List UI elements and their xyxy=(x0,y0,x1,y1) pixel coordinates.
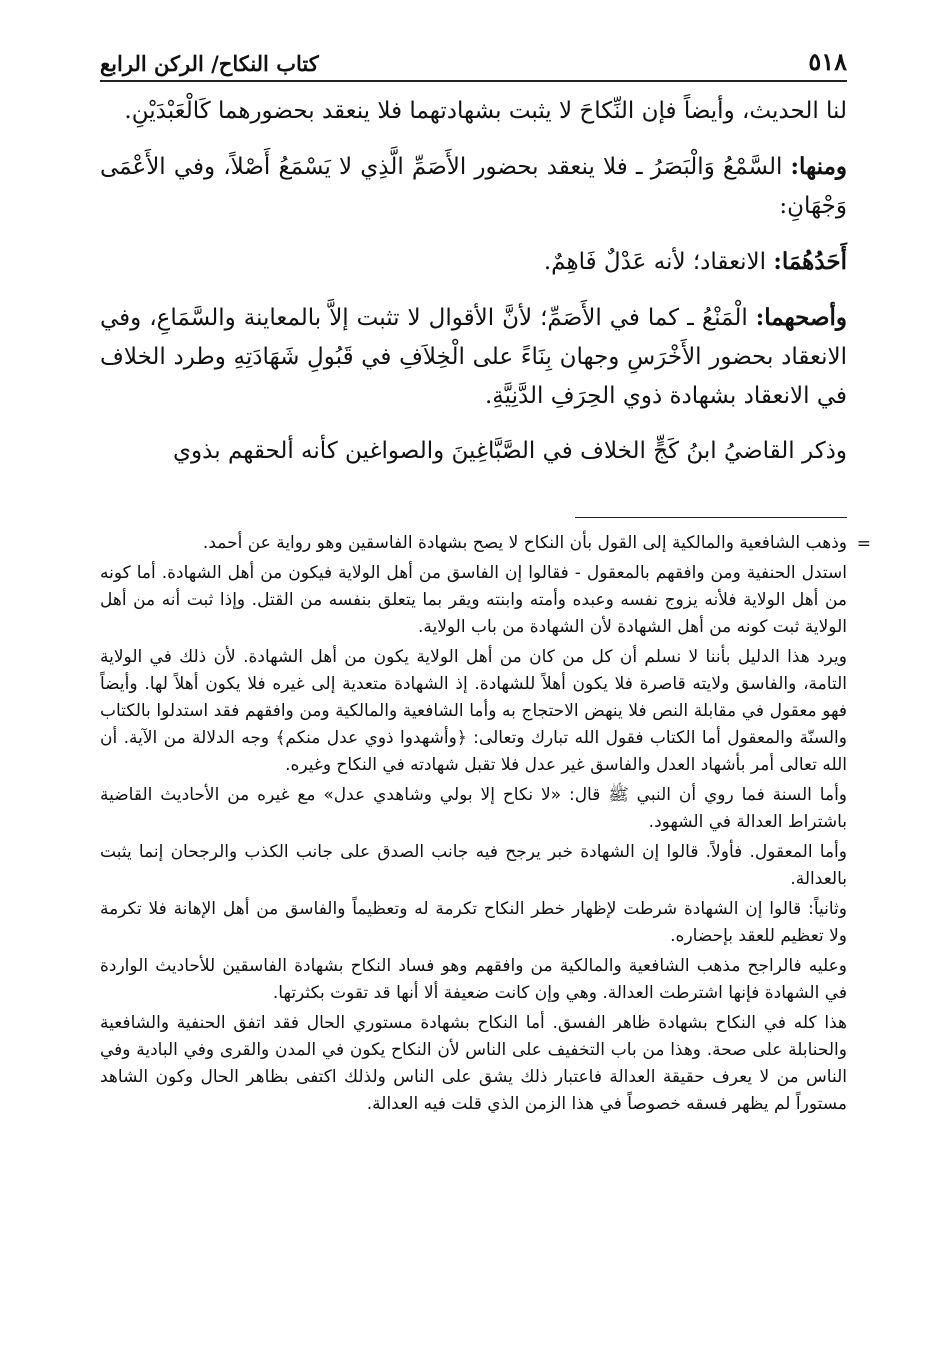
paragraph xyxy=(100,92,847,131)
paragraph xyxy=(100,432,847,471)
footnote-divider xyxy=(575,517,847,518)
paragraph xyxy=(100,298,847,416)
footnote-paragraph: وثانياً: قالوا إن الشهادة شرطت لإظهار خطر النكاح تكرمة له وتعظيماً والفاسق من أهل الإهانة فلا تكرمة ولا تعظيم للعقد بإحضاره. xyxy=(100,899,847,946)
paragraph-text: وذكر القاضيُ ابنُ كَجٍّ الخلاف في الصَّبَّاغِينَ والصواغين كأنه ألحقهم بذوي xyxy=(173,438,847,464)
footnote-continuation-marker: = xyxy=(856,534,871,554)
paragraph-text: الْمَنْعُ ـ كما في الأَصَمِّ؛ لأنَّ الأقوال لا تثبت إلاَّ بالمعاينة والسَّمَاعِ، وفي الانعقاد بحضور الأَخْرَسِ وجهان بِنَاءً على الْخِلاَفِ في قَبُولِ شَهَادَتِهِ وطرد الخلاف في الانعقاد بشهادة ذوي الحِرَفِ الدَّنِيَّةِ. xyxy=(100,305,847,409)
main-text xyxy=(100,92,847,487)
footnote-paragraph: هذا كله في النكاح بشهادة ظاهر الفسق. أما النكاح بشهادة مستوري الحال فقد اتفق الحنفية والشافعية والحنابلة على صحة. وهذا من باب التخفيف على الناس لأن النكاح يكون في المدن والقرى وفي البادية وفي الناس من لا يعرف حقيقة العدالة فاعتبار ذلك يشق على الناس ولذلك اكتفى بظاهر الحال وكون الشاهد مستوراً لم يظهر فسقه خصوصاً في هذا الزمن الذي قلت فيه العدالة. xyxy=(100,1013,847,1114)
paragraph-text: السَّمْعُ وَالْبَصَرُ ـ فلا ينعقد بحضور الأَصَمِّ الَّذِي لا يَسْمَعُ أَصْلاً، وفي الأَعْمَى وَجْهَانِ: xyxy=(100,154,847,219)
header-divider xyxy=(100,80,847,82)
footnote-paragraph: استدل الحنفية ومن وافقهم بالمعقول - فقالوا إن الفاسق من أهل الولاية فيكون من أهل الشهادة. أما كونه من أهل الولاية فلأنه يزوج نفسه وعبده وأمته وابنته ويقر بما يتعلق بنفسه من القتل. وإذا ثبت أنه من أهل الولاية ثبت كونه من أهل الشهادة لأن الشهادة من باب الولاية. xyxy=(100,563,847,637)
paragraph-lead: أَحَدُهُمَا: xyxy=(773,248,847,275)
page-number: ٥١٨ xyxy=(808,47,847,76)
footnote-paragraph: ويرد هذا الدليل بأننا لا نسلم أن كل من كان من أهل الولاية يكون من أهل الشهادة. لأن ذلك في الولاية التامة، والفاسق ولايته قاصرة فلا يكون أهلاً للشهادة. إذ الشهادة متعدية إلى غيره فلا يكون أهلاً لها. وأيضاً فهو معقول في مقابلة النص فلا ينهض الاحتجاج به وأما الشافعية والمالكية ومن وافقهم فقد استدلوا بالكتاب والسنّة والمعقول أما الكتاب فقول الله تبارك وتعالى: ﴿وأشهدوا ذوي عدل منكم﴾ وجه الدلالة من الآية. أن الله تعالى أمر بأشهاد العدل والفاسق غير عدل فلا تقبل شهادته في النكاح وغيره. xyxy=(100,647,847,775)
running-header xyxy=(100,36,847,80)
footnote-paragraph: وأما المعقول. فأولاً. قالوا إن الشهادة خبر يرجح فيه جانب الصدق على جانب الكذب والرجحان إنما يثبت بالعدالة. xyxy=(100,842,847,889)
paragraph-lead: ومنها: xyxy=(790,153,847,180)
footnote-paragraph: وأما السنة فما روي أن النبي ﷺ قال: «لا نكاح إلا بولي وشاهدي عدل» مع غيره من الأحاديث القاضية باشتراط العدالة في الشهود. xyxy=(100,785,847,832)
running-title: كتاب النكاح/ الركن الرابع xyxy=(100,51,319,76)
paragraph xyxy=(100,147,847,226)
paragraph-text: لنا الحديث، وأيضاً فإن النِّكاحَ لا يثبت بشهادتهما فلا ينعقد بحضورهما كَالْعَبْدَيْنِ. xyxy=(124,98,847,124)
footnotes xyxy=(100,530,871,1121)
paragraph-text: الانعقاد؛ لأنه عَدْلٌ فَاهِمٌ. xyxy=(543,249,767,275)
footnote-paragraph: وعليه فالراجح مذهب الشافعية والمالكية من وافقهم وهو فساد النكاح بشهادة الفاسقين للأحاديث الواردة في الشهادة فإنها اشترطت العدالة. وهي وإن كانت ضعيفة ألا أنها قد تقوت بكثرتها. xyxy=(100,956,847,1003)
paragraph-lead: وأصحهما: xyxy=(755,304,847,331)
paragraph xyxy=(100,242,847,282)
footnote-paragraph: وذهب الشافعية والمالكية إلى القول بأن النكاح لا يصح بشهادة الفاسقين وهو رواية عن أحمد. xyxy=(202,533,847,553)
